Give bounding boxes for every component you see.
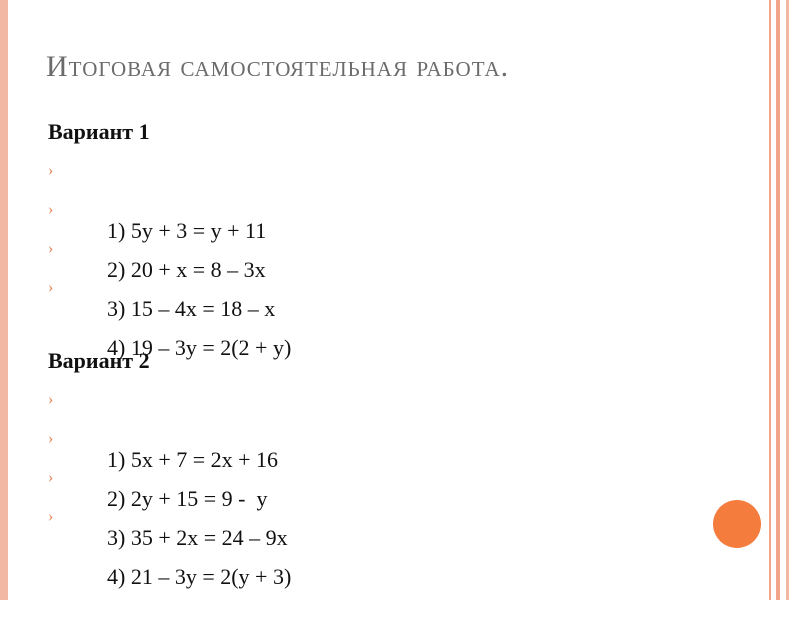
- bullet-icon: ›: [48, 469, 54, 486]
- right-border-stripe: [786, 0, 789, 600]
- equation-text: 1) 5x + 7 = 2x + 16: [107, 447, 279, 472]
- bullet-icon: ›: [48, 430, 54, 447]
- bullet-icon: ›: [48, 508, 54, 525]
- bullet-icon: ›: [48, 201, 54, 218]
- bullet-icon: ›: [48, 162, 54, 179]
- right-border-stripe: [776, 0, 780, 600]
- equation-text: 4) 21 – 3y = 2(y + 3): [107, 564, 292, 589]
- equation-text: 3) 15 – 4x = 18 – x: [107, 296, 276, 321]
- equation-text: 1) 5y + 3 = y + 11: [107, 218, 267, 243]
- right-border-stripe: [769, 0, 771, 600]
- slide-content: [48, 117, 728, 589]
- bullet-icon: ›: [48, 240, 54, 257]
- list-item: [48, 156, 728, 243]
- equation-text: 4) 19 – 3y = 2(2 + y): [107, 335, 292, 360]
- equation-text: 2) 20 + x = 8 – 3x: [107, 257, 266, 282]
- variant-2-heading: Вариант 2: [48, 348, 150, 373]
- left-border-stripe: [0, 0, 8, 600]
- bullet-icon: ›: [48, 391, 54, 408]
- decorative-circle-icon: [713, 500, 761, 548]
- variant-1-heading: Вариант 1: [48, 119, 150, 144]
- slide-title: Итоговая самостоятельная работа.: [46, 50, 510, 83]
- bullet-icon: ›: [48, 279, 54, 296]
- equation-text: 3) 35 + 2x = 24 – 9x: [107, 525, 288, 550]
- list-item: [48, 385, 728, 472]
- equation-text: 2) 2y + 15 = 9 - y: [107, 486, 268, 511]
